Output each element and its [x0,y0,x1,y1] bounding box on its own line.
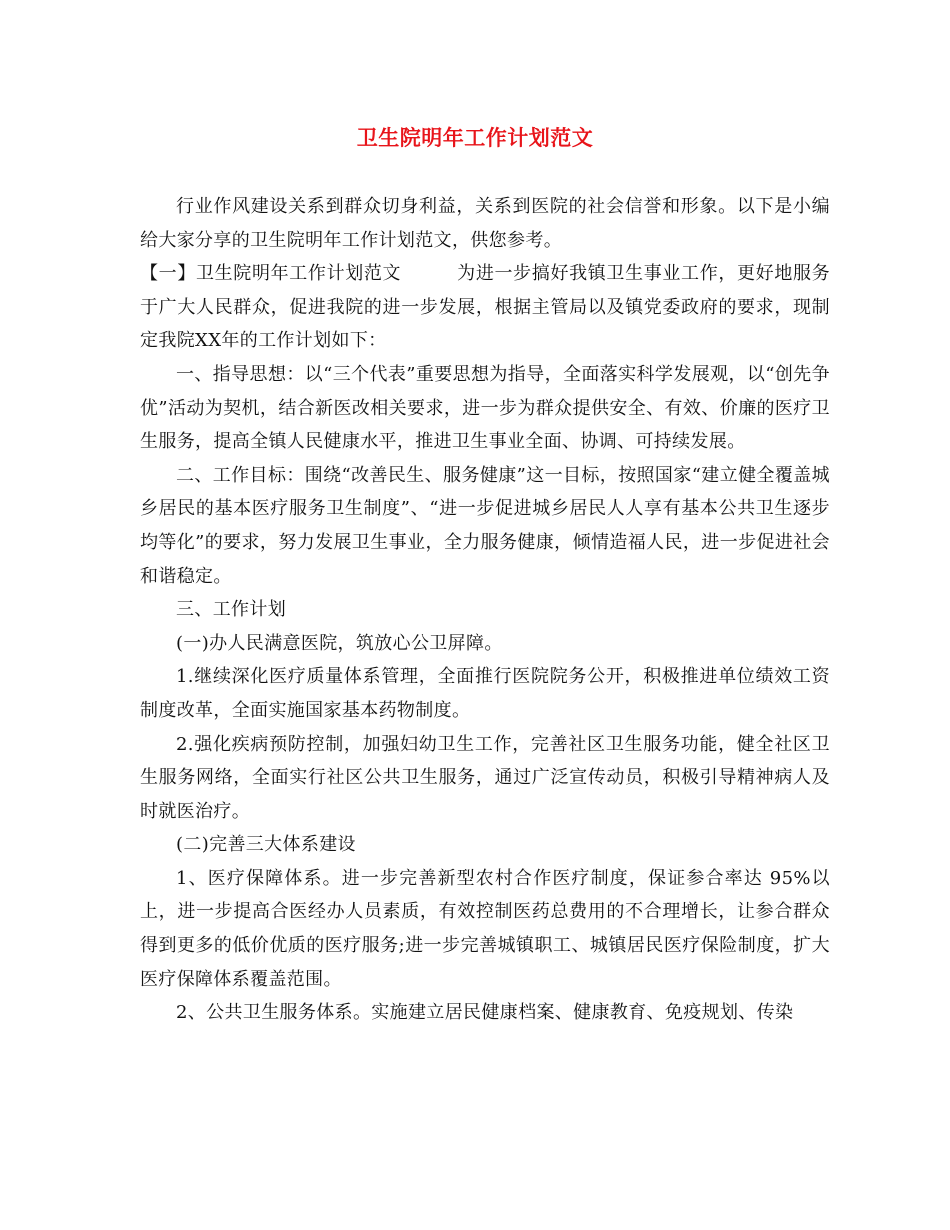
document-body [140,190,830,1030]
plan-item-1-paragraph: 1.继续深化医疗质量体系管理，全面推行医院院务公开，积极推进单位绩效工资制度改革，全面实施国家基本药物制度。 [140,666,830,721]
document-title: 卫生院明年工作计划范文 [356,125,594,150]
subsection-two-heading: (二)完善三大体系建设 [176,834,356,856]
intro-paragraph: 行业作风建设关系到群众切身利益，关系到医院的社会信誉和形象。以下是小编给大家分享的卫生院明年工作计划范文，供您参考。 [140,196,830,251]
medical-security-paragraph: 1、医疗保障体系。进一步完善新型农村合作医疗制度，保证参合率达 95%以上，进一步提高合医经办人员素质，有效控制医药总费用的不合理增长，让参合群众得到更多的低价优质的医疗服务;进一步完善城镇职工、城镇居民医疗保险制度，扩大医疗保障体系覆盖范围。 [140,867,830,990]
work-goal-paragraph: 二、工作目标：围绕“改善民生、服务健康”这一目标，按照国家“建立健全覆盖城乡居民的基本医疗服务卫生制度”、“进一步促进城乡居民人人享有基本公共卫生逐步均等化”的要求，努力发展卫生事业，全力服务健康，倾情造福人民，进一步促进社会和谐稳定。 [140,464,830,587]
work-plan-heading: 三、工作计划 [176,599,287,621]
public-health-paragraph: 2、公共卫生服务体系。实施建立居民健康档案、健康教育、免疫规划、传染 [176,1002,794,1024]
subsection-one-heading: (一)办人民满意医院，筑放心公卫屏障。 [176,632,503,654]
plan-item-2-paragraph: 2.强化疾病预防控制，加强妇幼卫生工作，完善社区卫生服务功能，健全社区卫生服务网络，全面实行社区公共卫生服务，通过广泛宣传动员，积极引导精神病人及时就医治疗。 [140,733,830,822]
section-one-heading-paragraph: 【一】卫生院明年工作计划范文 为进一步搞好我镇卫生事业工作，更好地服务于广大人民群众，促进我院的进一步发展，根据主管局以及镇党委政府的要求，现制定我院XX年的工作计划如下： [140,263,830,352]
guiding-ideology-paragraph: 一、指导思想：以“三个代表”重要思想为指导，全面落实科学发展观，以“创先争优”活动为契机，结合新医改相关要求，进一步为群众提供安全、有效、价廉的医疗卫生服务，提高全镇人民健康水平，推进卫生事业全面、协调、可持续发展。 [140,363,830,453]
